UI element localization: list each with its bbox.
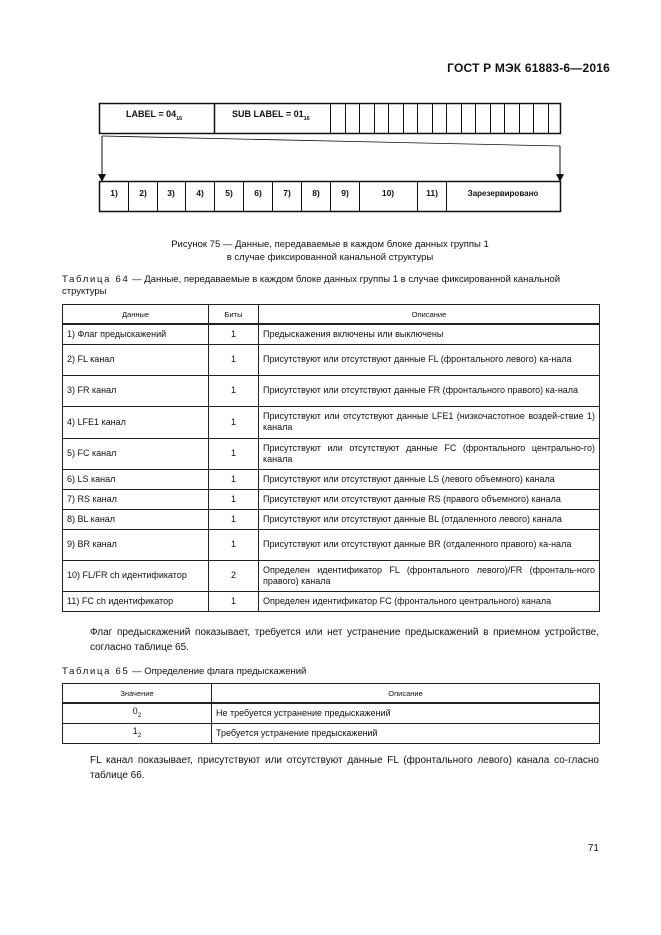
table-cell-bits: 1 [209,375,259,406]
column-header: Данные [63,305,209,325]
table-cell-data: 5) FC канал [63,438,209,469]
table-cell-data: 7) RS канал [63,489,209,509]
table-64-label: Таблица 64 [62,274,130,285]
table-header-row [63,684,600,704]
table-cell-data: 2) FL канал [63,344,209,375]
figure-caption-line-2: в случае фиксированной канальной структуры [226,252,434,263]
table-cell-data: 10) FL/FR ch идентификатор [63,560,209,591]
bottom-register [100,182,561,212]
table-cell-description: Предыскажения включены или выключены [259,324,600,344]
top-register [100,104,561,134]
column-header: Описание [212,684,600,704]
field-cell: 8) [312,188,320,198]
table-cell-description: Присутствуют или отсутствуют данные FC (фронтального центрально-го) канала [259,438,600,469]
table-cell-bits: 1 [209,529,259,560]
table-row [63,560,600,591]
table-cell-data: 6) LS канал [63,469,209,489]
field-cell: 10) [381,188,395,198]
table-cell-bits: 1 [209,324,259,344]
table-row [63,469,600,489]
table-cell-data: 4) LFE1 канал [63,406,209,438]
table-cell-data: 8) BL канал [63,509,209,529]
table-row [63,591,600,611]
table-65-caption: — Определение флага предыскажений [129,666,307,677]
column-header: Описание [259,305,600,325]
paragraph-emphasis-flag: Флаг предыскажений показывает, требуется или нет устранение предыскажений в приемном устройстве, согласно таблице 65. [90,627,599,653]
table-row [63,509,600,529]
table-row [63,703,600,723]
table-cell-description: Присутствуют или отсутствуют данные RS (правого объемного) канала [259,489,600,509]
table-cell-description: Определен идентификатор FL (фронтального левого)/FR (фронталь-ного правого) канала [259,560,600,591]
page-number: 71 [587,843,599,854]
table-cell-description: Не требуется устранение предыскажений [212,703,600,723]
field-cell: 4) [196,188,204,198]
table-row [63,489,600,509]
table-cell-data: 1) Флаг предыскажений [63,324,209,344]
table-cell-bits: 2 [209,560,259,591]
column-header: Биты [209,305,259,325]
table-cell-bits: 1 [209,406,259,438]
field-cell: 2) [139,188,147,198]
table-row [63,344,600,375]
table-row [63,529,600,560]
table-65-title [62,666,599,678]
document-standard-header: ГОСТ Р МЭК 61883-6—2016 [447,61,610,75]
paragraph-fl-channel: FL канал показывает, присутствуют или отсутствуют данные FL (фронтального левого) канала со-гласно таблице 66. [90,755,599,781]
table-cell-data: 9) BR канал [63,529,209,560]
table-cell-bits: 1 [209,509,259,529]
table-cell-data: 11) FC ch идентификатор [63,591,209,611]
table-row [63,375,600,406]
table-row [63,723,600,743]
table-row [63,438,600,469]
label-field: LABEL = $04_{16}$ [126,109,183,122]
reserved-cell: Зарезервировано [467,189,539,198]
field-cell: 9) [341,188,349,198]
field-cell: 1) [110,188,118,198]
table-cell-description: Присутствуют или отсутствуют данные FR (фронтального правого) ка-нала [259,375,600,406]
table-header-row [63,305,600,325]
table-cell-description: Требуется устранение предыскажений [212,723,600,743]
figure-75-diagram [0,0,661,235]
table-cell-bits: 1 [209,344,259,375]
table-row [63,406,600,438]
table-cell-description: Присутствуют или отсутствуют данные FL (фронтального левого) ка-нала [259,344,600,375]
table-cell-data: 3) FR канал [63,375,209,406]
figure-caption [62,238,598,264]
field-cell: 6) [254,188,262,198]
field-cell: 11) [426,188,438,198]
column-header: Значение [63,684,212,704]
table-cell-value: $0_2$ [63,703,212,723]
expansion-line [102,136,560,146]
table-65 [62,683,600,744]
table-cell-description: Присутствуют или отсутствуют данные LFE1 (низкочастотное воздей-ствие 1) канала [259,406,600,438]
table-row [63,324,600,344]
table-64-caption: — Данные, передаваемые в каждом блоке данных группы 1 в случае фиксированной канальной структуры [62,274,561,297]
sublabel-field: SUB LABEL = $01_{16}$ [232,109,310,122]
table-cell-description: Присутствуют или отсутствуют данные LS (левого объемного) канала [259,469,600,489]
table-cell-bits: 1 [209,489,259,509]
table-65-label: Таблица 65 [62,666,130,677]
table-cell-description: Определен идентификатор FC (фронтального центрального) канала [259,591,600,611]
table-cell-bits: 1 [209,591,259,611]
table-cell-description: Присутствуют или отсутствуют данные BL (отдаленного левого) канала [259,509,600,529]
table-cell-bits: 1 [209,438,259,469]
table-cell-value: $1_2$ [63,723,212,743]
table-64 [62,304,600,612]
figure-caption-line-1: Рисунок 75 — Данные, передаваемые в каждом блоке данных группы 1 [171,239,489,250]
table-cell-description: Присутствуют или отсутствуют данные BR (отдаленного правого) ка-нала [259,529,600,560]
table-64-title [62,274,599,298]
field-cell: 7) [283,188,291,198]
field-cell: 3) [167,188,175,198]
table-cell-bits: 1 [209,469,259,489]
field-cell: 5) [225,188,233,198]
